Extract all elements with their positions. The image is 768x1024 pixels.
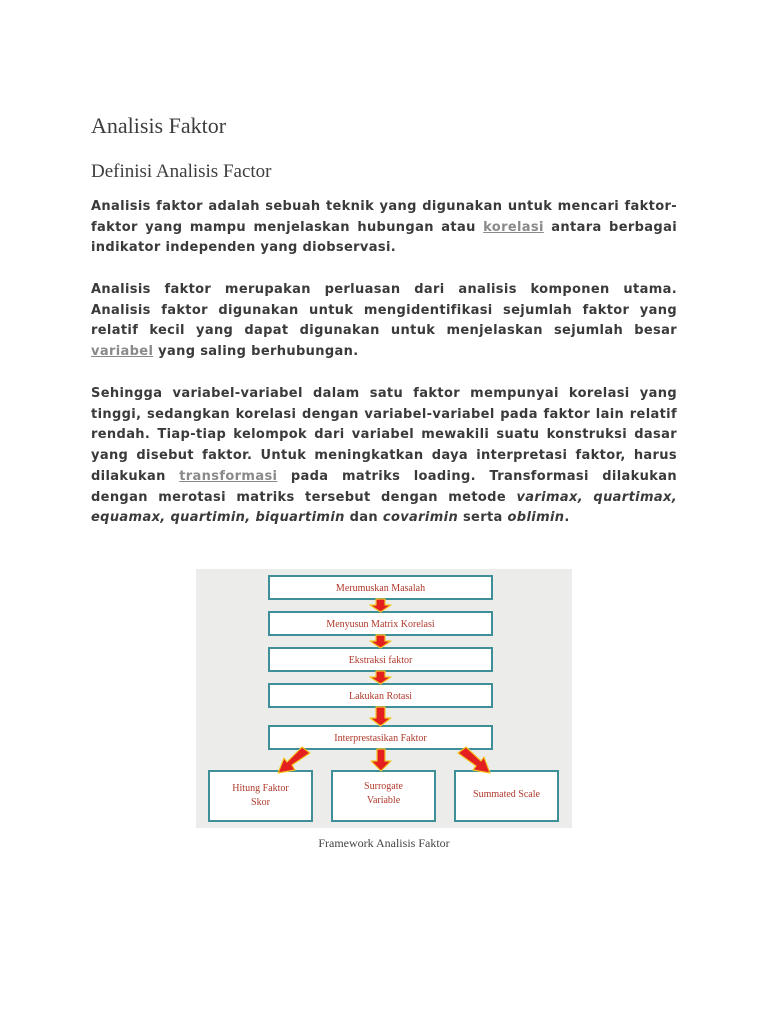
section-heading: Definisi Analisis Factor <box>91 161 272 182</box>
paragraph-text: pada matriks loading. Transformasi dilakukan dengan merotasi matriks tersebut dengan metode <box>91 468 677 505</box>
paragraph-extension <box>91 280 677 363</box>
link-variabel[interactable]: variabel <box>91 344 154 360</box>
figure-caption: Framework Analisis Faktor <box>318 836 450 850</box>
flow-outcome-1 <box>209 771 312 821</box>
link-korelasi[interactable]: korelasi <box>483 219 544 235</box>
arrow-down-left-icon <box>278 747 310 773</box>
rotation-method-covarimin: covarimin <box>382 510 459 526</box>
page-title: Analisis Faktor <box>91 113 227 138</box>
arrow-down-right-icon <box>458 747 490 773</box>
paragraph-text: . <box>564 510 570 526</box>
flow-outcome-label: Skor <box>251 797 270 808</box>
flow-step-5 <box>269 726 492 749</box>
flow-outcome-label: Variable <box>366 795 401 806</box>
flow-step-3 <box>269 648 492 671</box>
flow-step-label: Lakukan Rotasi <box>348 691 413 702</box>
flow-step-2 <box>269 612 492 635</box>
flow-outcome-label: Surrogate <box>364 781 403 792</box>
down-arrow-icon <box>371 749 391 771</box>
paragraph-text: dan <box>344 510 383 526</box>
paragraph-definition <box>91 197 677 259</box>
flowchart <box>196 569 572 828</box>
flow-step-label: Menyusun Matrix Korelasi <box>326 619 435 630</box>
link-transformasi[interactable]: transformasi <box>179 468 278 484</box>
flow-outcome-label: Hitung Faktor <box>232 783 289 794</box>
flow-outcome-label: Summated Scale <box>473 789 540 800</box>
paragraph-text: antara berbagai indikator independen yang diobservasi. <box>91 219 677 256</box>
down-arrow-icon <box>370 599 391 612</box>
flowchart-figure <box>196 569 572 828</box>
flow-step-label: Merumuskan Masalah <box>335 583 426 594</box>
paragraph-text: Analisis faktor merupakan perluasan dari analisis komponen utama. Analisis faktor digunakan untuk mengidentifikasi sejumlah faktor yang relatif kecil yang dapat digunakan untuk menjelaskan sejumlah besar <box>91 282 677 339</box>
flow-outcome-3 <box>455 771 558 821</box>
paragraph-text: yang saling berhubungan. <box>153 344 359 360</box>
rotation-methods: varimax, quartimax, equamax, quartimin, biquartimin <box>91 489 677 526</box>
flow-step-label: Ekstraksi faktor <box>348 655 413 666</box>
flow-outcome-2 <box>332 771 435 821</box>
flow-step-1 <box>269 576 492 599</box>
flow-step-label: Interprestasikan Faktor <box>334 733 427 744</box>
down-arrow-icon <box>370 671 391 684</box>
rotation-method-oblimin: oblimin <box>507 510 565 526</box>
flow-step-4 <box>269 684 492 707</box>
paragraph-text: Sehingga variabel-variabel dalam satu faktor mempunyai korelasi yang tinggi, sedangkan korelasi dengan variabel-variabel pada faktor lain relatif rendah. Tiap-tiap kelompok dari variabel mewakili suatu konstruksi dasar yang disebut faktor. Untuk meningkatkan daya interpretasi faktor, harus dilakukan <box>91 386 677 484</box>
down-arrow-icon <box>370 707 391 726</box>
down-arrow-icon <box>370 635 391 648</box>
paragraph-text: Analisis faktor adalah sebuah teknik yang digunakan untuk mencari faktor-faktor yang mampu menjelaskan hubungan atau <box>91 199 677 235</box>
paragraph-transformation <box>91 384 677 529</box>
paragraph-text: serta <box>458 510 508 526</box>
